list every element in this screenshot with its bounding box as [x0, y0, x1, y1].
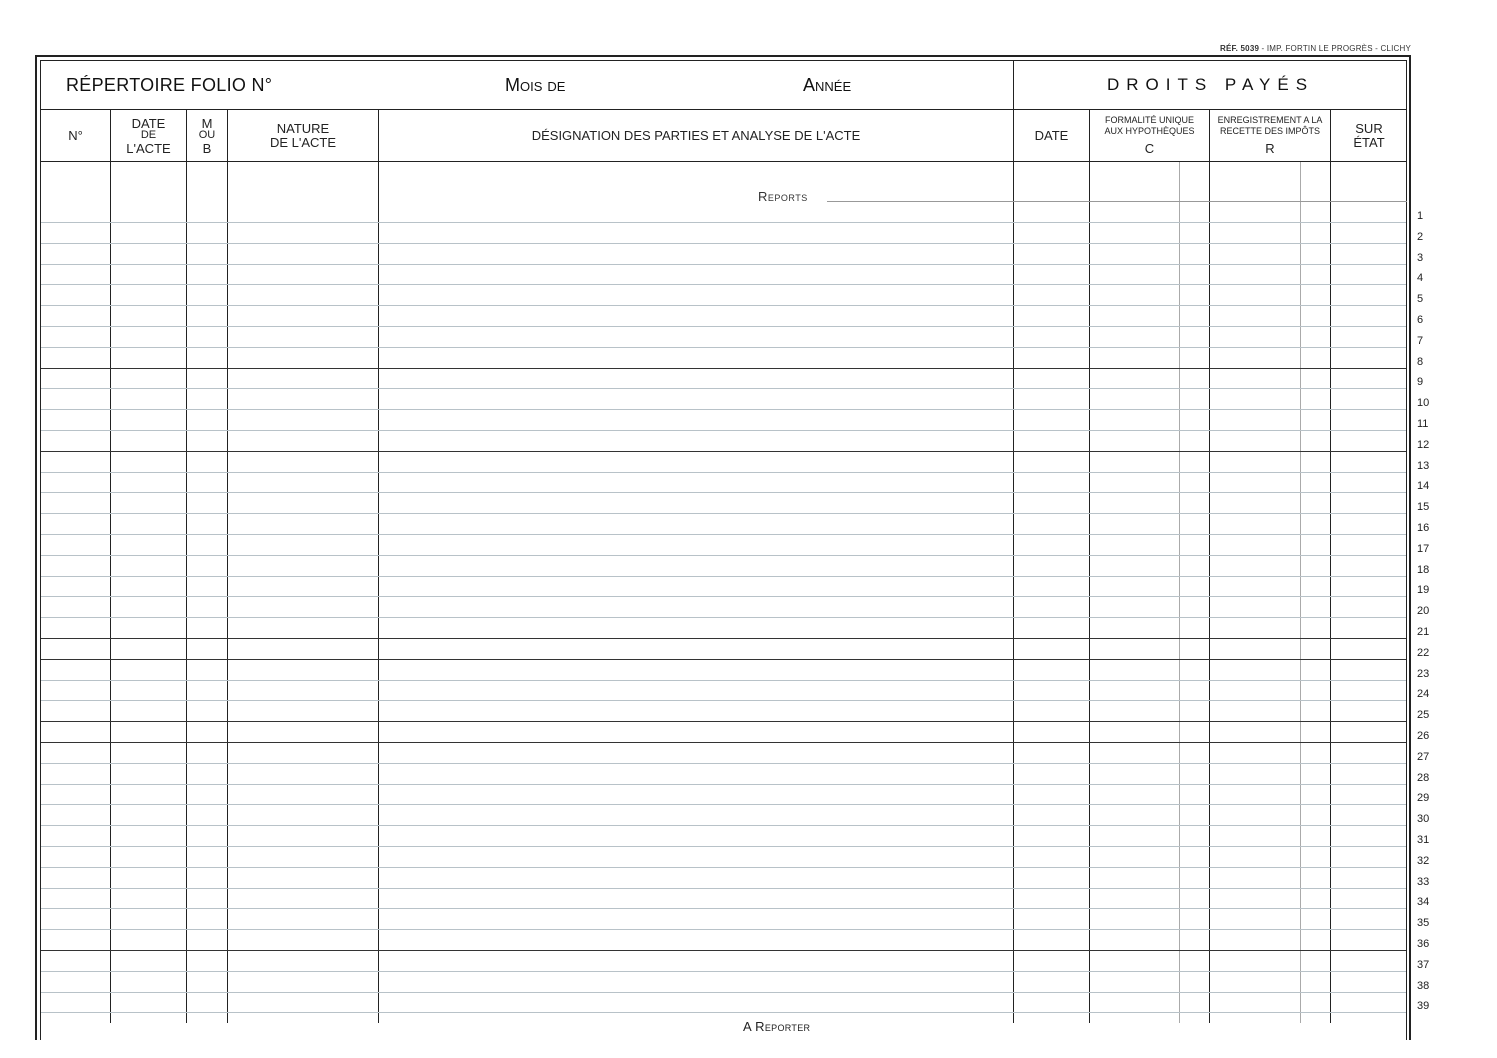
- ruled-line: [41, 721, 1406, 722]
- ruled-line: [41, 700, 1406, 701]
- col-date-header: DATE: [1034, 128, 1069, 144]
- ruled-line: [41, 825, 1406, 826]
- ruled-line: [41, 284, 1406, 285]
- row-number: 19: [1417, 584, 1430, 596]
- ruled-line: [41, 1012, 1406, 1013]
- row-number: 39: [1417, 1000, 1430, 1012]
- row-number: 4: [1417, 272, 1424, 284]
- ruled-line: [41, 513, 1406, 514]
- ruled-line: [41, 388, 1406, 389]
- row-number: 28: [1417, 772, 1430, 784]
- col-line-4: [378, 110, 379, 1023]
- reference-text: RÉF. 5039 - IMP. FORTIN LE PROGRÈS - CLICHY: [1219, 44, 1411, 53]
- col-designation-header: DÉSIGNATION DES PARTIES ET ANALYSE DE L'ACTE: [531, 128, 861, 144]
- ruled-line: [41, 784, 1406, 785]
- col-line-3: [227, 110, 228, 1023]
- row-number: 7: [1417, 335, 1424, 347]
- repertoire-folio-label: RÉPERTOIRE FOLIO N°: [66, 74, 273, 95]
- ruled-line: [41, 971, 1406, 972]
- row-number: 12: [1417, 439, 1430, 451]
- ruled-line: [41, 908, 1406, 909]
- ruled-line: [41, 617, 1406, 618]
- col-enregistrement-header: ENREGISTREMENT A LA RECETTE DES IMPÔTS R: [1217, 115, 1323, 156]
- row-number: 34: [1417, 896, 1430, 908]
- ruled-line: [41, 596, 1406, 597]
- ruled-line: [41, 555, 1406, 556]
- row-number: 26: [1417, 730, 1430, 742]
- ruled-line: [41, 451, 1406, 452]
- row-number: 9: [1417, 376, 1424, 388]
- ruled-line: [41, 742, 1406, 743]
- row-number: 16: [1417, 522, 1430, 534]
- row-number: 2: [1417, 231, 1424, 243]
- ruled-line: [41, 846, 1406, 847]
- ruled-line: [41, 576, 1406, 577]
- droits-payes-title: DROITS PAYÉS: [1106, 75, 1315, 94]
- row-number: 30: [1417, 813, 1430, 825]
- row-number: 23: [1417, 668, 1430, 680]
- ruled-line: [41, 326, 1406, 327]
- ruled-line: [41, 368, 1406, 369]
- annee-label: Année: [803, 74, 852, 95]
- row-number: 17: [1417, 543, 1430, 555]
- row-number: 3: [1417, 252, 1424, 264]
- row-number: 5: [1417, 293, 1424, 305]
- row-number: 31: [1417, 834, 1430, 846]
- ruled-line: [41, 888, 1406, 889]
- ruled-line: [41, 409, 1406, 410]
- row-number: 13: [1417, 460, 1430, 472]
- row-number: 33: [1417, 876, 1430, 888]
- ruled-line: [41, 763, 1406, 764]
- mois-label: Mois de: [505, 74, 566, 95]
- reports-label: Reports: [758, 189, 808, 204]
- inner-frame: [40, 60, 1407, 1040]
- row-number: 32: [1417, 855, 1430, 867]
- header-divider: [40, 161, 1407, 162]
- row-number: 37: [1417, 959, 1430, 971]
- ruled-line: [41, 992, 1406, 993]
- ruled-line: [41, 430, 1406, 431]
- row-number: 29: [1417, 792, 1430, 804]
- row-number: 14: [1417, 480, 1430, 492]
- ruled-line: [41, 472, 1406, 473]
- title-divider: [40, 109, 1407, 110]
- row-number: 18: [1417, 564, 1430, 576]
- row-number: 1: [1417, 210, 1424, 222]
- ruled-line: [41, 243, 1406, 244]
- ruled-line: [41, 534, 1406, 535]
- col-line-8: [1330, 110, 1331, 1023]
- col-line-6: [1089, 110, 1090, 1023]
- ruled-line: [41, 305, 1406, 306]
- col-formalite-header: FORMALITÉ UNIQUE AUX HYPOTHÈQUES C: [1104, 115, 1195, 156]
- ruled-line: [41, 222, 1406, 223]
- cents-line-c: [1179, 162, 1180, 1023]
- col-date-acte-header: DATE DE L'ACTE: [126, 115, 171, 156]
- row-number: 20: [1417, 605, 1430, 617]
- row-number: 38: [1417, 980, 1430, 992]
- row-number: 24: [1417, 688, 1430, 700]
- row-number: 21: [1417, 626, 1430, 638]
- ruled-line: [41, 950, 1406, 951]
- ruled-line: [41, 929, 1406, 930]
- ruled-line: [41, 638, 1406, 639]
- row-number: 36: [1417, 938, 1430, 950]
- ruled-line: [41, 347, 1406, 348]
- row-number: 6: [1417, 314, 1424, 326]
- row-number: 35: [1417, 917, 1430, 929]
- ruled-line: [41, 867, 1406, 868]
- cents-line-r: [1300, 162, 1301, 1023]
- col-m-ou-b-header: M OU B: [198, 115, 216, 156]
- col-line-1: [110, 110, 111, 1023]
- ruled-line: [41, 680, 1406, 681]
- row-number: 8: [1417, 356, 1424, 368]
- ruled-line: [41, 659, 1406, 660]
- col-line-7: [1209, 110, 1210, 1023]
- ruled-line: [41, 492, 1406, 493]
- col-numero-header: N°: [68, 128, 83, 144]
- col-line-5: [1013, 60, 1014, 1023]
- col-line-2: [186, 110, 187, 1023]
- row-number: 11: [1417, 418, 1429, 430]
- row-number: 15: [1417, 501, 1430, 513]
- ruled-line: [41, 804, 1406, 805]
- row-number: 10: [1417, 397, 1430, 409]
- ruled-line: [41, 264, 1406, 265]
- reports-line: [827, 201, 1407, 202]
- col-sur-etat-header: SUR ÉTAT: [1353, 121, 1385, 150]
- col-nature-header: NATURE DE L'ACTE: [269, 121, 337, 150]
- a-reporter-label: A Reporter: [743, 1019, 811, 1034]
- row-number: 25: [1417, 709, 1430, 721]
- row-number: 27: [1417, 751, 1430, 763]
- row-number: 22: [1417, 647, 1430, 659]
